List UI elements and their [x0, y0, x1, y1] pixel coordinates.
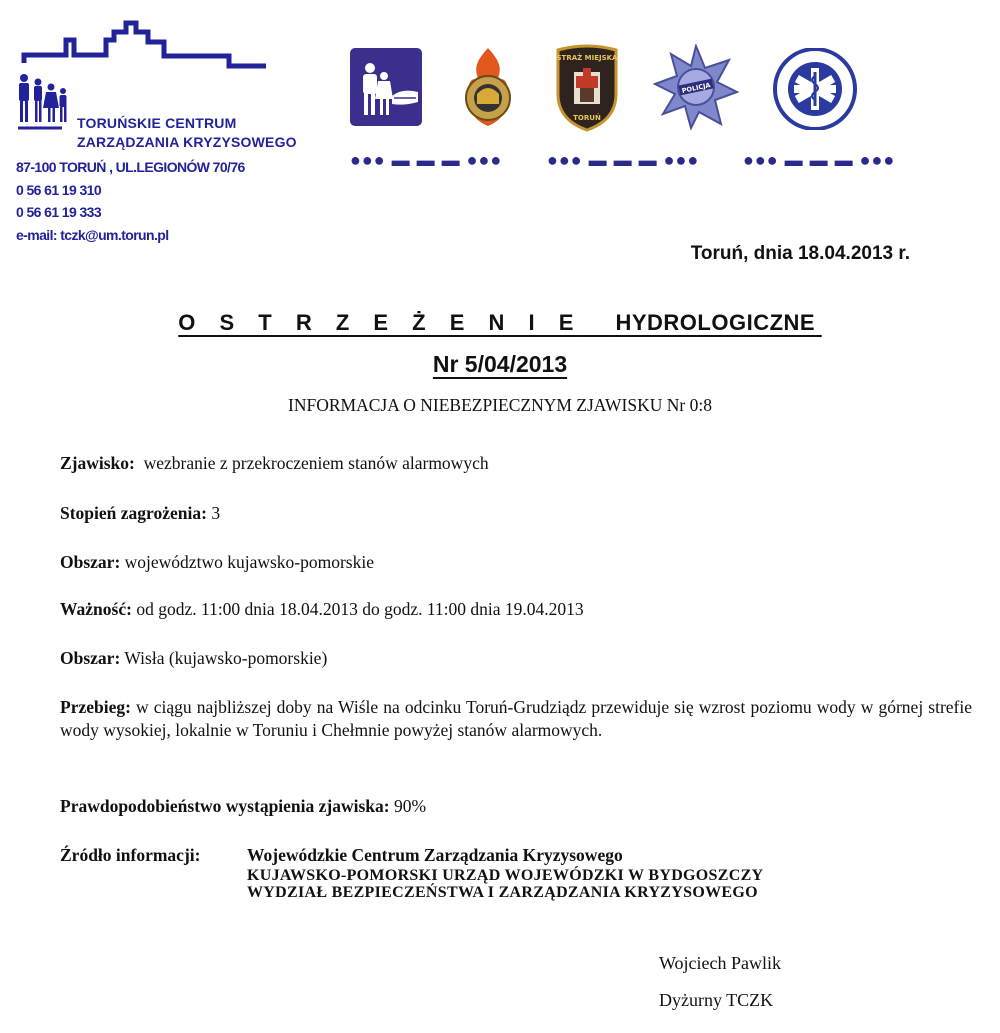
- org-name-line1: TORUŃSKIE CENTRUM: [77, 115, 237, 131]
- field-label: Ważność:: [60, 599, 132, 619]
- address: 87-100 TORUŃ , UL.LEGIONÓW 70/76: [16, 159, 245, 175]
- field-waznosc: [60, 598, 972, 621]
- field-label: Źródło informacji:: [60, 845, 201, 865]
- field-value: 3: [211, 503, 221, 523]
- city-guard-bottom-label: TORUŃ: [573, 114, 601, 122]
- field-label: Prawdopodobieństwo wystąpienia zjawiska:: [60, 796, 390, 816]
- phone-2: 0 56 61 19 333: [16, 204, 102, 220]
- field-przebieg: [60, 696, 972, 742]
- field-label: Obszar:: [60, 648, 121, 668]
- warning-number: [0, 351, 1000, 378]
- contact-info: [16, 156, 245, 246]
- field-obszar-2: [60, 647, 972, 670]
- field-stopien-zagrozenia: [60, 502, 972, 525]
- source-lines: [247, 844, 947, 901]
- field-value: wezbranie z przekroczeniem stanów alarmowych: [143, 453, 489, 473]
- field-value: od godz. 11:00 dnia 18.04.2013 do godz. 11:00 dnia 19.04.2013: [136, 599, 584, 619]
- dot-divider-2: ●●● ▬ ▬ ▬ ●●●: [547, 150, 700, 170]
- field-value: w ciągu najbliższej doby na Wiśle na odcinku Toruń-Grudziądz przewiduje się wzrost poziomu wody w górnej strefie wody wysokiej, lokalnie w Toruniu i Chełmnie powyżej stanów alarmowych.: [60, 697, 972, 740]
- field-zjawisko: [60, 452, 972, 475]
- warning-title-word2: HYDROLOGICZNE: [615, 310, 816, 335]
- social-care-icon: [350, 48, 424, 128]
- warning-number-text: Nr 5/04/2013: [432, 351, 568, 377]
- field-value: 90%: [394, 796, 427, 816]
- city-guard-badge-icon: [554, 44, 620, 132]
- field-value: Wisła (kujawsko-pomorskie): [124, 648, 328, 668]
- warning-title-word1: O S T R Z E Ż E N I E: [178, 310, 583, 335]
- field-label: Stopień zagrożenia:: [60, 503, 207, 523]
- fire-brigade-badge-icon: [455, 46, 521, 130]
- warning-title: [0, 310, 1000, 336]
- source-line-1: Wojewódzkie Centrum Zarządzania Kryzysowego: [247, 845, 623, 865]
- signature-name: Wojciech Pawlik: [659, 953, 782, 973]
- dot-divider-3: ●●● ▬ ▬ ▬ ●●●: [743, 150, 896, 170]
- city-guard-top-label: STRAŻ MIEJSKA: [556, 54, 618, 62]
- field-obszar-1: [60, 551, 972, 574]
- family-icon: [19, 74, 67, 122]
- org-name-line2: ZARZĄDZANIA KRYZYSOWEGO: [77, 134, 297, 150]
- field-prawdopodobienstwo: [60, 795, 972, 818]
- police-label: POLICJA: [681, 81, 712, 95]
- dot-divider-1: ●●● ▬ ▬ ▬ ●●●: [350, 150, 503, 170]
- service-logos: [340, 44, 896, 174]
- tczk-logo-block: [14, 18, 314, 243]
- medical-rescue-icon: [768, 48, 862, 130]
- field-label: Przebieg:: [60, 697, 131, 717]
- date-line: Toruń, dnia 18.04.2013 r.: [690, 243, 910, 264]
- field-label: Zjawisko:: [60, 453, 135, 473]
- phone-1: 0 56 61 19 310: [16, 181, 102, 198]
- phenomenon-info-heading: INFORMACJA O NIEBEZPIECZNYM ZJAWISKU Nr 0:8: [288, 395, 712, 415]
- police-star-icon: [653, 44, 739, 130]
- field-label: Obszar:: [60, 552, 121, 572]
- signature-role: Dyżurny TCZK: [659, 990, 774, 1010]
- field-zrodlo-informacji: [60, 844, 972, 901]
- source-line-3: WYDZIAŁ BEZPIECZEŃSTWA I ZARZĄDZANIA KRYZYSOWEGO: [247, 884, 758, 901]
- source-line-2: KUJAWSKO-POMORSKI URZĄD WOJEWÓDZKI W BYDGOSZCZY: [247, 867, 764, 884]
- org-name: [77, 114, 297, 152]
- email[interactable]: e-mail: tczk@um.torun.pl: [16, 226, 169, 243]
- field-value: województwo kujawsko-pomorskie: [124, 552, 374, 572]
